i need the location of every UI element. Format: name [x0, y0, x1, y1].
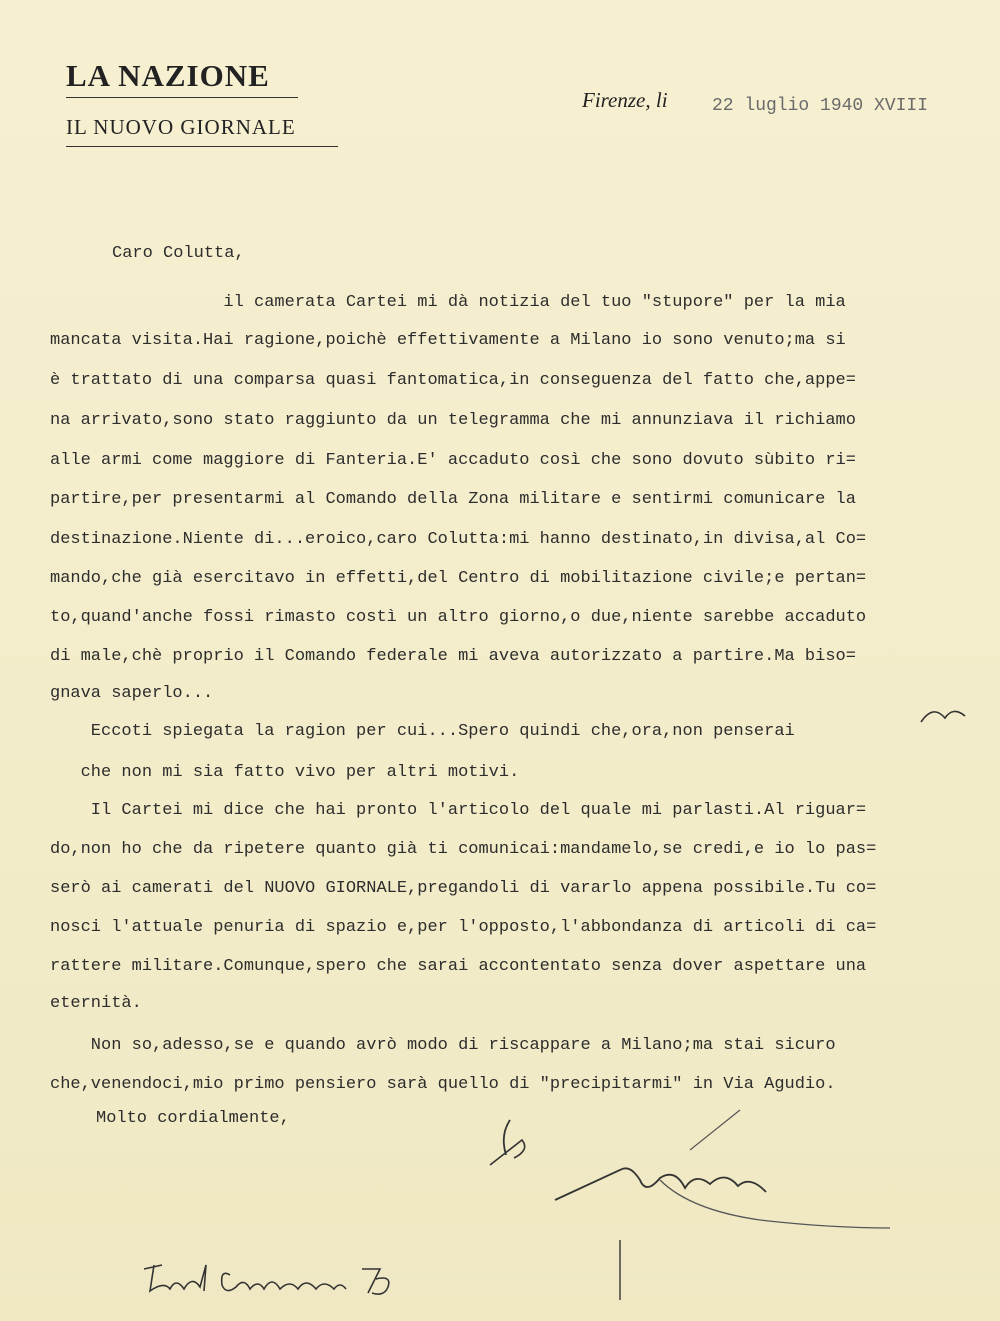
- body-line: gnava saperlo...: [50, 684, 214, 703]
- body-line: Non so,adesso,se e quando avrò modo di riscappare a Milano;ma stai sicuro: [50, 1036, 836, 1055]
- body-line: to,quand'anche fossi rimasto costì un altro giorno,o due,niente sarebbe accaduto: [50, 608, 867, 627]
- body-line: rattere militare.Comunque,spero che sarai accontentato senza dover aspettare una: [50, 957, 867, 976]
- handwritten-address: [140, 1255, 400, 1305]
- letterhead-rule: [66, 97, 298, 98]
- body-line: do,non ho che da ripetere quanto già ti comunicai:mandamelo,se credi,e io lo pas=: [50, 840, 877, 859]
- handwritten-insert-mark: [915, 700, 975, 730]
- signature: [470, 1100, 910, 1310]
- body-line: che,venendoci,mio primo pensiero sarà quello di "precipitarmi" in Via Agudio.: [50, 1075, 836, 1094]
- body-line: mando,che già esercitavo in effetti,del Centro di mobilitazione civile;e pertan=: [50, 569, 867, 588]
- dateline-date: 22 luglio 1940 XVIII: [712, 96, 929, 116]
- body-line: na arrivato,sono stato raggiunto da un telegramma che mi annunziava il richiamo: [50, 411, 856, 430]
- body-line: che non mi sia fatto vivo per altri motivi.: [50, 763, 520, 782]
- body-line: Eccoti spiegata la ragion per cui...Spero quindi che,ora,non penserai: [50, 722, 795, 741]
- closing: Molto cordialmente,: [96, 1109, 290, 1128]
- dateline-place: Firenze, li: [582, 88, 668, 112]
- salutation: Caro Colutta,: [112, 244, 245, 263]
- body-line: il camerata Cartei mi dà notizia del tuo "stupore" per la mia: [50, 293, 846, 312]
- body-line: Il Cartei mi dice che hai pronto l'articolo del quale mi parlasti.Al riguar=: [50, 801, 867, 820]
- letterhead-rule: [66, 146, 338, 147]
- body-line: nosci l'attuale penuria di spazio e,per l'opposto,l'abbondanza di articoli di ca=: [50, 918, 877, 937]
- letterhead-subtitle: IL NUOVO GIORNALE: [66, 115, 296, 139]
- body-line: eternità.: [50, 994, 142, 1013]
- body-line: partire,per presentarmi al Comando della Zona militare e sentirmi comunicare la: [50, 490, 856, 509]
- body-line: destinazione.Niente di...eroico,caro Colutta:mi hanno destinato,in divisa,al Co=: [50, 530, 867, 549]
- body-line: è trattato di una comparsa quasi fantomatica,in conseguenza del fatto che,appe=: [50, 371, 856, 390]
- body-line: di male,chè proprio il Comando federale mi aveva autorizzato a partire.Ma biso=: [50, 647, 856, 666]
- body-line: mancata visita.Hai ragione,poichè effettivamente a Milano io sono venuto;ma si: [50, 331, 846, 350]
- body-line: serò ai camerati del NUOVO GIORNALE,pregandoli di vararlo appena possibile.Tu co=: [50, 879, 877, 898]
- letterhead-title: LA NAZIONE: [66, 58, 270, 93]
- body-line: alle armi come maggiore di Fanteria.E' accaduto così che sono dovuto sùbito ri=: [50, 451, 856, 470]
